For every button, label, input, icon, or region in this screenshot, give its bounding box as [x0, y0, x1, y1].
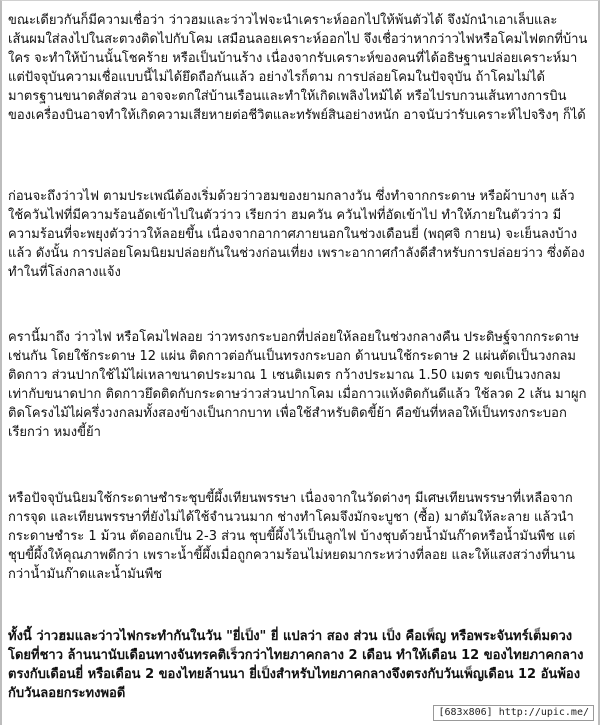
paragraph-2: ก่อนจะถึงว่าวไฟ ตามประเพณีต้องเริ่มด้วยว่าวฮมของยามกลางวัน ซึ่งทำจากกระดาษ หรือผ้าบางๆ แล้วใช้ควันไฟที่มีความร้อนอัดเข้าไปในตัวว่าว เรียกว่า ฮมควัน ควันไฟที่อัดเข้าไป ทำให้ภายในตัวว่าว มีความร้อนที่จะพยุงตัวว่าวให้ลอยขึ้น เนื่องจากอากาศภายนอกในช่วงเดือนยี่ (พฤศจิ กายน) จะเย็นลงบ้างแล้ว ดังนั้น การปล่อยโคมนิยมปล่อยกันในช่วงก่อนเที่ยง เพราะอากาศกำลังดีสำหรับการปล่อยว่าว ซึ่งต้องทำในที่โล่งกลางแจ้ง	[8, 189, 585, 280]
paragraph-4: หรือปัจจุบันนิยมใช้กระดาษชำระชุบขี้ผึ้งเทียนพรรษา เนื่องจากในวัดต่างๆ มีเศษเทียนพรรษาที่เหลือจากการจุด และเทียนพรรษาที่ยังไม่ได้ใช้จำนวนมาก ช่างทำโคมจึงมักจะบูชา (ซื้อ) มาตัมให้ละลาย แล้วนำกระดาษชำระ 1 ม้วน ตัดออกเป็น 2-3 ส่วน ชุบขี้ผึ้งไว้เป็นลูกไฟ บ้างชุบด้วยน้ำมันก๊าดหรือน้ำมันพืช แต่ชุบขี้ผึ้งให้คุณภาพดีกว่า เพราะน้ำขี้ผึ้งเมื่อถูกความร้อนไม่หยดมากระหว่างที่ลอย และให้แสงสว่างที่นานกว่าน้ำมันก๊าดและน้ำมันพืช	[8, 491, 576, 582]
paragraph-5-bold: ทั้งนี้ ว่าวฮมและว่าวไฟกระทำกันในวัน "ยี่เป็ง" ยี่ แปลว่า สอง ส่วน เป็ง คือเพ็ญ หรือพระจันทร์เต็มดวง โดยที่ชาว ล้านนานับเดือนทางจันทรคติเร็วกว่าไทยภาคกลาง 2 เดือน ทำให้เดือน 12 ของไทยภาคกลาง ตรงกับเดือนยี่ หรือเดือน 2 ของไทยล้านนา ยี่เป็งสำหรับไทยภาคกลางจึงตรงกับวันเพ็ญเดือน 12 อันพ้องกับวันลอยกระทงพอดี	[8, 629, 584, 701]
paragraph-1: ขณะเดียวกันก็มีความเชื่อว่า ว่าวฮมและว่าวไฟจะนำเคราะห์ออกไปให้พ้นตัวได้ จึงมักนำเอาเล็บและเส้นผมใส่ลงไปในสะตวงติดไปกับโคม เสมือนลอยเคราะห์ออกไป จึงเชื่อว่าหากว่าวไฟหรือโคมไฟตกที่บ้านใคร จะทำให้บ้านนั้นโชคร้าย หรือเป็นบ้านร้าง เนื่องจากรับเคราะห์ของคนที่ได้อธิษฐานปล่อยเคราะห์มา แต่ปัจจุบันความเชื่อแบบนี้ไม่ได้ยึดถือกันแล้ว อย่างไรก็ตาม การปล่อยโคมในปัจจุบัน ถ้าโคมไม่ได้มาตรฐานขนาดสัดส่วน อาจจะตกใส่บ้านเรือนและทำให้เกิดเพลิงไหม้ได้ หรือไปรบกวนเส้นทางการบินของเครื่องบินอาจทำให้เกิดความเสียหายต่อชีวิตและทรัพย์สินอย่างหนัก อาจนับว่ารับเคราะห์ไปจริงๆ ก็ได้	[8, 13, 588, 123]
image-host-watermark: [683x806] http://upic.me/	[433, 705, 594, 721]
paragraph-3: ครานี้มาถึง ว่าวไฟ หรือโคมไฟลอย ว่าวทรงกระบอกที่ปล่อยให้ลอยในช่วงกลางคืน ประดิษฐ์จากกระดาษเช่นกัน โดยใช้กระดาษ 12 แผ่น ติดกาวต่อกันเป็นทรงกระบอก ด้านบนใช้กระดาษ 2 แผ่นตัดเป็นวงกลม ติดกาว ส่วนปากใช้ไม้ไผ่เหลาขนาดประมาณ 1 เซนติเมตร กว้างประมาณ 1.50 เมตร ขดเป็นวงกลมเท่ากับขนาดปาก ติดกาวยึดติดกับกระดาษว่าวส่วนปากโคม เมื่อกาวแห้งติดกันดีแล้ว ใช้ลวด 2 เส้น มาผูกติดโครงไม้ไผ่ครึ่งวงกลมทั้งสองข้างเป็นกากบาท เพื่อใช้สำหรับติดขี้ย้า คือขันที่หลอให้เป็นทรงกระบอก เรียกว่า หมงขี้ย้า	[8, 330, 587, 440]
